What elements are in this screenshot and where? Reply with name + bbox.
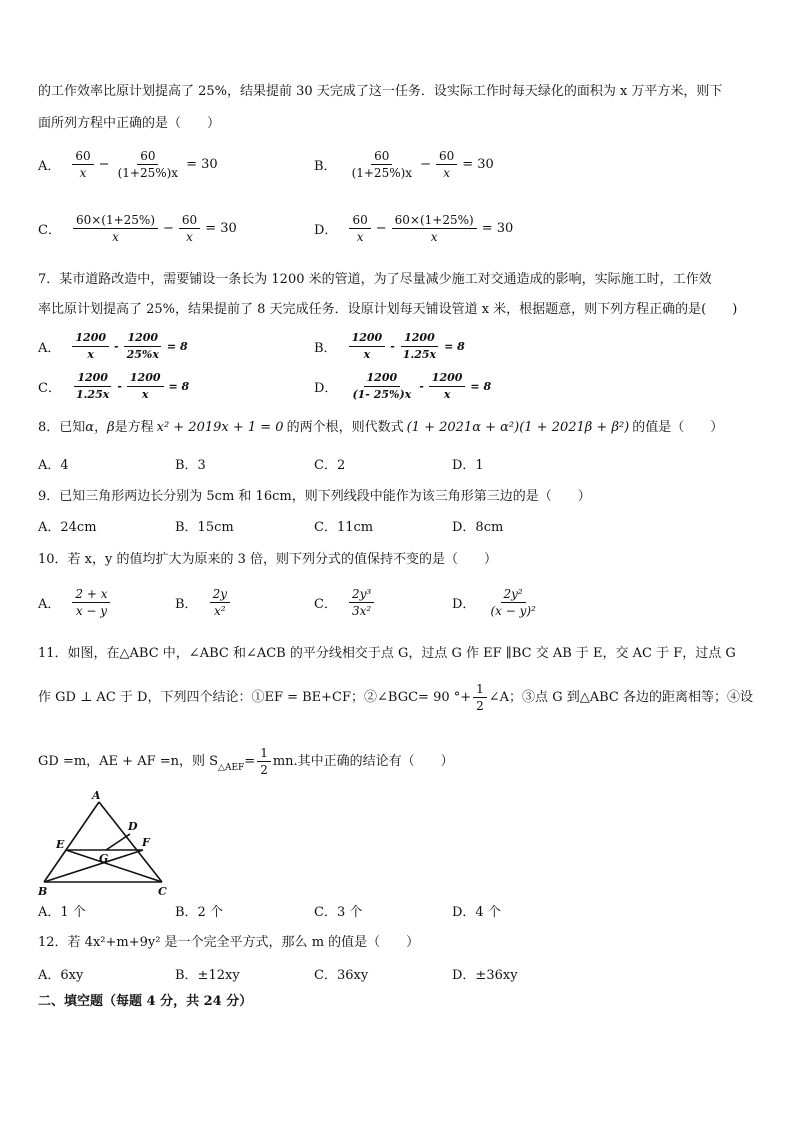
q11-option-d[interactable]: D．4 个 [452,905,501,920]
bisector-bg [44,850,143,882]
q10-option-c[interactable]: C． $\frac{\text{2y³}}{\text{3x²}}$ [314,586,376,619]
fraction: $\frac{\text{2y²}}{\text{(x − y)²}}$ [490,587,536,618]
q6-line2: 面所列方程中正确的是（ ） [38,116,221,131]
label-g: G [99,852,109,865]
q6-line1: 的工作效率比原计划提高了 25%，结果提前 30 天完成了这一任务．设实际工作时每天绿化的面积为 x 万平方米，则下 [38,84,723,99]
q7-option-a[interactable]: A． $\frac{1200}{x}$ - $\frac{1200}{25\%x}$ = 8 [38,331,188,361]
q11-line1: 11．如图，在△ABC 中，∠ABC 和∠ACB 的平分线相交于点 G，过点 G 作 EF ∥BC 交 AB 于 E，交 AC 于 F，过点 G [38,646,736,661]
fraction: $\frac{60}{x}$ [72,148,93,181]
q6-option-a[interactable]: A． $\frac{60}{x}$ − $\frac{60}{(1+25\%)x}$ = 30 [38,149,218,180]
fraction: $\frac{60}{x}$ [436,148,457,181]
q10-option-d[interactable]: D． $\frac{\text{2y²}}{\text{(x − y)²}}$ [452,586,541,619]
q12-stem: 12．若 4x²+m+9y² 是一个完全平方式，那么 m 的值是（ ） [38,935,420,950]
q8-option-a[interactable]: A．4 [38,458,69,473]
q8-stem: 8．已知α，β是方程 x² + 2019x + 1 = 0 的两个根，则代数式 (1 + 2021α + α²)(1 + 2021β + β²) 的值是（ ） [38,420,724,435]
fraction: $\frac{1200}{x}$ [349,330,386,363]
q6-option-c[interactable]: C． $\frac{60\times(1+25\%)}{x}$ − $\frac{60}{x}$ = 30 [38,213,237,244]
bisector-cg [66,850,162,882]
label-a: A [92,790,101,802]
q9-option-d[interactable]: D．8cm [452,520,504,535]
q11-option-c[interactable]: C．3 个 [314,905,363,920]
fraction: $\frac{60\times(1+25\%)}{x}$ [73,212,158,245]
q11-line3: GD =m，AE + AF =n，则 S $_{\triangle AEF}$ = $\frac{1}{2}$ mn.其中正确的结论有（ ） [38,746,454,777]
segment-gd [106,834,130,850]
fraction: $\frac{2y}{\text{x²}}$ [210,586,230,619]
q9-option-b[interactable]: B．15cm [175,520,234,535]
q9-option-c[interactable]: C．11cm [314,520,374,535]
fraction: $\frac{60}{(1+25\%)x}$ [117,149,179,180]
q12-option-a[interactable]: A．6xy [38,968,84,983]
fraction: $\frac{\text{2y³}}{\text{3x²}}$ [349,586,374,619]
q11-option-a[interactable]: A．1 个 [38,905,86,920]
q10-stem: 10．若 x，y 的值均扩大为原来的 3 倍，则下列分式的值保持不变的是（ ） [38,552,498,567]
side-ac [99,802,162,882]
q12-option-c[interactable]: C．36xy [314,968,369,983]
side-ab [44,802,99,882]
fraction: $\frac{60}{x}$ [349,212,370,245]
fraction: $\frac{1200}{x}$ [429,370,466,403]
q7-option-d[interactable]: D． $\frac{1200}{(1- 25\%)x}$ - $\frac{1200}{x}$ = 8 [314,371,492,401]
fraction: $\frac{1200}{x}$ [127,370,164,403]
q7-option-c[interactable]: C． $\frac{1200}{1.25x}$ - $\frac{1200}{x}$ = 8 [38,371,190,401]
q10-option-b[interactable]: B． $\frac{2y}{\text{x²}}$ [175,586,232,619]
triangle-figure [36,790,176,900]
label-d: D [128,820,138,833]
q6-option-b[interactable]: B． $\frac{60}{(1+25\%)x}$ − $\frac{60}{x}$ = 30 [314,149,494,180]
half-fraction: $\frac{1}{2}$ [257,745,271,778]
q7-option-b[interactable]: B． $\frac{1200}{x}$ - $\frac{1200}{1.25x}$ = 8 [314,331,465,361]
half-fraction: $\frac{1}{2}$ [473,681,487,714]
fraction: $\frac{60}{x}$ [179,212,200,245]
q12-option-b[interactable]: B．±12xy [175,968,240,983]
q9-stem: 9．已知三角形两边长分别为 5cm 和 16cm，则下列线段中能作为该三角形第三边的是（ ） [38,489,591,504]
label-f: F [142,836,150,849]
fraction: $\frac{1200}{1.25x}$ [402,331,437,361]
q8-option-b[interactable]: B．3 [175,458,206,473]
q7-line1: 7．某市道路改造中，需要铺设一条长为 1200 米的管道，为了尽量减少施工对交通造成的影响，实际施工时，工作效 [38,272,712,287]
label-c: C [158,885,167,898]
label-b: B [38,885,48,898]
fraction: $\frac{1200}{x}$ [72,330,109,363]
q8-option-c[interactable]: C．2 [314,458,346,473]
q7-line2: 率比原计划提高了 25%，结果提前了 8 天完成任务．设原计划每天铺设管道 x 米，根据题意，则下列方程正确的是( ) [38,302,738,317]
q12-option-d[interactable]: D．±36xy [452,968,518,983]
label-e: E [56,838,65,851]
q8-option-d[interactable]: D．1 [452,458,484,473]
fraction: $\frac{60}{(1+25\%)x}$ [351,149,413,180]
q6-option-d[interactable]: D． $\frac{60}{x}$ − $\frac{60\times(1+25\%)}{x}$ = 30 [314,213,514,244]
q9-option-a[interactable]: A．24cm [38,520,97,535]
q11-option-b[interactable]: B．2 个 [175,905,223,920]
q11-line2: 作 GD ⊥ AC 于 D，下列四个结论：①EF = BE+CF；②∠BGC= 90 °+ $\frac{1}{2}$ ∠A；③点 G 到△ABC 各边的距离相等；④设 [38,682,753,713]
q10-option-a[interactable]: A． $\frac{2 + x}{x - y}$ [38,586,112,619]
fraction: $\frac{1200}{(1- 25\%)x}$ [352,371,412,401]
fraction: $\frac{1200}{25\%x}$ [124,330,162,363]
fraction: $\frac{60\times(1+25\%)}{x}$ [392,212,477,245]
section-heading: 二、填空题（每题 4 分，共 24 分） [38,994,253,1009]
fraction: $\frac{2 + x}{x - y}$ [72,586,110,619]
fraction: $\frac{1200}{1.25x}$ [75,371,110,401]
